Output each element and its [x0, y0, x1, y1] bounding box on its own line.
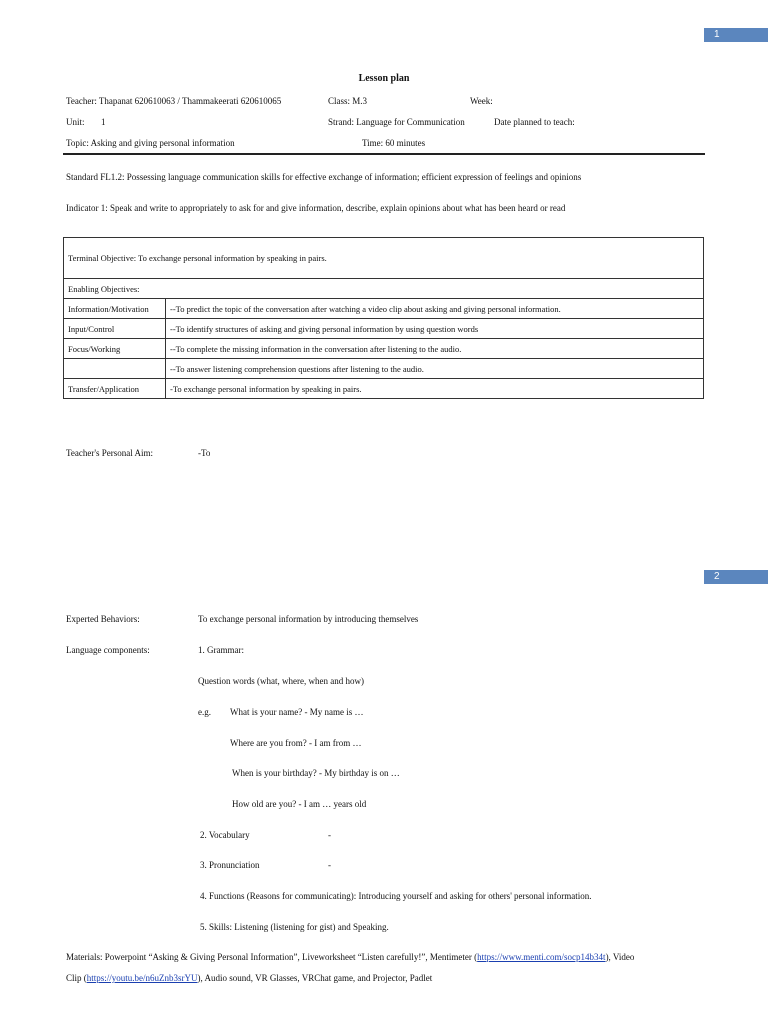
- unit-label: Unit:: [66, 117, 85, 127]
- objective-text: --To identify structures of asking and giving personal information by using question words: [166, 319, 704, 339]
- objective-text: --To complete the missing information in the conversation after listening to the audio.: [166, 339, 704, 359]
- vocabulary-value: -: [328, 830, 331, 840]
- date-planned-field: Date planned to teach:: [494, 117, 575, 127]
- personal-aim-value: -To: [198, 448, 211, 458]
- example-line: How old are you? - I am … years old: [232, 799, 367, 809]
- enabling-objectives-header: Enabling Objectives:: [64, 279, 704, 299]
- standard-text: Standard FL1.2: Possessing language communication skills for effective exchange of information; efficient expression of feelings and opinions: [66, 172, 582, 182]
- materials-line-2: [66, 973, 432, 983]
- stage-label: [64, 359, 166, 379]
- strand-field: Strand: Language for Communication: [328, 117, 465, 127]
- pronunciation-value: -: [328, 860, 331, 870]
- indicator-text: Indicator 1: Speak and write to appropriately to ask for and give information, describe, explain opinions about what has been heard or read: [66, 203, 566, 213]
- table-row: [64, 359, 704, 379]
- table-row: [64, 379, 704, 399]
- materials-line2-prefix: Clip (: [66, 973, 87, 983]
- terminal-objective: Terminal Objective: To exchange personal information by speaking in pairs.: [64, 238, 704, 279]
- topic-field: Topic: Asking and giving personal information: [66, 138, 235, 148]
- language-components-label: Language components:: [66, 645, 150, 655]
- objective-text: -To exchange personal information by speaking in pairs.: [166, 379, 704, 399]
- materials-mid: ), Video: [605, 952, 635, 962]
- skills-text: 5. Skills: Listening (listening for gist) and Speaking.: [200, 922, 389, 932]
- video-clip-link[interactable]: https://youtu.be/n6uZnb3srYU: [86, 973, 198, 983]
- stage-label: Input/Control: [64, 319, 166, 339]
- table-row: [64, 299, 704, 319]
- mentimeter-link[interactable]: https://www.menti.com/socp14b34t: [477, 952, 606, 962]
- document-title: Lesson plan: [358, 73, 410, 84]
- header-divider: [63, 153, 705, 155]
- example-line: Where are you from? - I am from …: [230, 738, 362, 748]
- grammar-heading: 1. Grammar:: [198, 645, 244, 655]
- vocabulary-heading: 2. Vocabulary: [200, 830, 250, 840]
- table-row: [64, 238, 704, 279]
- time-field: Time: 60 minutes: [362, 138, 426, 148]
- question-words-text: Question words (what, where, when and how): [198, 676, 364, 686]
- class-field: Class: M.3: [328, 96, 368, 106]
- page-number-badge: 2: [704, 570, 768, 584]
- table-row: [64, 279, 704, 299]
- materials-line-1: [66, 952, 634, 962]
- table-row: [64, 319, 704, 339]
- example-line: When is your birthday? - My birthday is on …: [232, 768, 400, 778]
- table-row: [64, 339, 704, 359]
- pronunciation-heading: 3. Pronunciation: [200, 860, 260, 870]
- stage-label: Transfer/Application: [64, 379, 166, 399]
- materials-suffix: ), Audio sound, VR Glasses, VRChat game, and Projector, Padlet: [197, 973, 433, 983]
- page-number-badge: 1: [704, 28, 768, 42]
- stage-label: Information/Motivation: [64, 299, 166, 319]
- week-field: Week:: [470, 96, 493, 106]
- objectives-table: [63, 237, 704, 399]
- expected-behaviors-value: To exchange personal information by introducing themselves: [198, 614, 419, 624]
- objective-text: --To predict the topic of the conversation after watching a video clip about asking and giving personal information.: [166, 299, 704, 319]
- unit-value: 1: [101, 117, 106, 127]
- materials-prefix: Materials: Powerpoint “Asking & Giving Personal Information”, Liveworksheet “Listen carefully!”, Mentimeter (: [66, 952, 478, 962]
- example-prefix: e.g.: [198, 707, 211, 717]
- functions-text: 4. Functions (Reasons for communicating): Introducing yourself and asking for others' personal information.: [200, 891, 592, 901]
- personal-aim-label: Teacher's Personal Aim:: [66, 448, 153, 458]
- teacher-field: Teacher: Thapanat 620610063 / Thammakeerati 620610065: [66, 96, 282, 106]
- objective-text: --To answer listening comprehension questions after listening to the audio.: [166, 359, 704, 379]
- example-line: What is your name? - My name is …: [230, 707, 364, 717]
- expected-behaviors-label: Experted Behaviors:: [66, 614, 140, 624]
- stage-label: Focus/Working: [64, 339, 166, 359]
